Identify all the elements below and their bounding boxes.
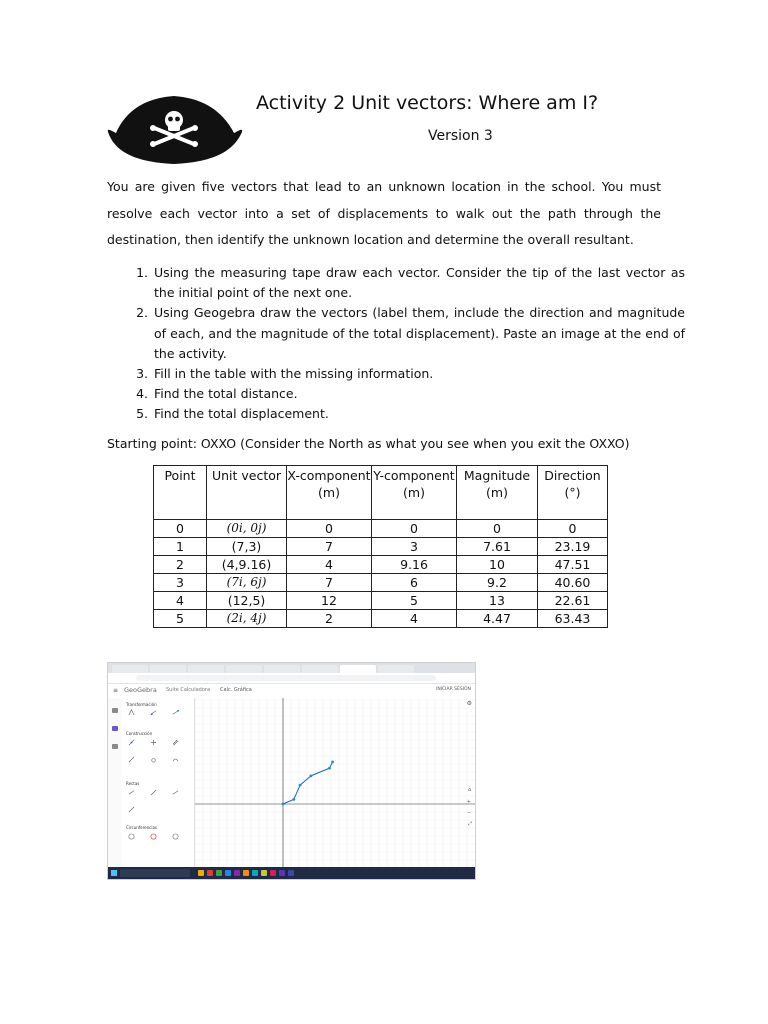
vector-table bbox=[153, 465, 608, 628]
taskbar-app-icon[interactable] bbox=[261, 870, 267, 876]
home-icon[interactable]: ⌂ bbox=[467, 787, 471, 793]
browser-url-bar[interactable] bbox=[108, 673, 475, 684]
line-tool-icon[interactable] bbox=[150, 789, 157, 796]
cell-direction: 0 bbox=[538, 520, 608, 538]
geogebra-tool-panel bbox=[122, 698, 195, 867]
cell-y: 0 bbox=[372, 520, 457, 538]
header-point: Point bbox=[154, 466, 207, 520]
starting-point: Starting point: OXXO (Consider the North as what you see when you exit the OXXO) bbox=[107, 436, 630, 451]
instruction-list bbox=[128, 263, 685, 425]
tool-section-heading: Rectas bbox=[126, 781, 140, 786]
zoom-out-icon[interactable]: − bbox=[466, 810, 471, 816]
taskbar-app-icon[interactable] bbox=[216, 870, 222, 876]
cell-unit-vector: (12,5) bbox=[207, 592, 287, 610]
mode-dropdown[interactable]: Calc. Gráfica bbox=[220, 687, 252, 693]
instruction-step: 5. Find the total displacement. bbox=[152, 404, 685, 424]
translate-tool-icon[interactable] bbox=[172, 709, 179, 716]
url-input[interactable] bbox=[136, 675, 436, 681]
cell-direction: 23.19 bbox=[538, 538, 608, 556]
geogebra-subtitle: Suite Calculadora bbox=[166, 687, 211, 693]
compass-tool-icon[interactable] bbox=[150, 833, 157, 840]
header-unit-vector: Unit vector bbox=[207, 466, 287, 520]
tool-section-heading: Transformación bbox=[126, 702, 157, 707]
taskbar-app-icon[interactable] bbox=[207, 870, 213, 876]
taskbar-app-icon[interactable] bbox=[243, 870, 249, 876]
taskbar-app-icon[interactable] bbox=[225, 870, 231, 876]
taskbar-app-icon[interactable] bbox=[234, 870, 240, 876]
browser-tab-bar bbox=[108, 663, 475, 673]
cell-magnitude: 9.2 bbox=[457, 574, 538, 592]
cell-direction: 63.43 bbox=[538, 610, 608, 628]
instruction-step: 2. Using Geogebra draw the vectors (label them, include the direction and magnitude of each, and the magnitude of the total displacement). Paste an image at the end of the activity. bbox=[152, 303, 685, 364]
page-title: Activity 2 Unit vectors: Where am I? bbox=[256, 92, 599, 114]
cell-magnitude: 13 bbox=[457, 592, 538, 610]
circle-three-points-icon[interactable] bbox=[172, 833, 179, 840]
cell-direction: 40.60 bbox=[538, 574, 608, 592]
cell-y: 9.16 bbox=[372, 556, 457, 574]
cell-y: 3 bbox=[372, 538, 457, 556]
cell-point: 5 bbox=[154, 610, 207, 628]
table-header-row bbox=[154, 466, 608, 520]
signin-button[interactable]: INICIAR SESIÓN bbox=[436, 687, 471, 692]
geogebra-left-nav bbox=[108, 698, 123, 867]
cell-magnitude: 10 bbox=[457, 556, 538, 574]
nav-table-icon[interactable] bbox=[112, 744, 118, 749]
cell-x: 7 bbox=[287, 538, 372, 556]
vector-tool-icon[interactable] bbox=[128, 806, 135, 813]
taskbar-app-icon[interactable] bbox=[198, 870, 204, 876]
cell-direction: 22.61 bbox=[538, 592, 608, 610]
windows-start-icon[interactable] bbox=[111, 870, 117, 876]
header-magnitude: Magnitude (m) bbox=[457, 466, 538, 520]
table-row bbox=[154, 520, 608, 538]
geogebra-header bbox=[108, 684, 475, 699]
cell-x: 0 bbox=[287, 520, 372, 538]
vector-segment bbox=[300, 776, 311, 785]
intro-paragraph: You are given five vectors that lead to an unknown location in the school. You must resolve each vector into a set of displacements to walk out the path through the destination, then identify the unknown location and determine the overall resultant. bbox=[107, 179, 661, 247]
cell-unit-vector: (4,9.16) bbox=[207, 556, 287, 574]
locus-tool-icon[interactable] bbox=[172, 756, 179, 763]
version-label: Version 3 bbox=[428, 128, 493, 144]
cell-unit-vector: (7i, 6j) bbox=[207, 574, 287, 592]
cell-point: 1 bbox=[154, 538, 207, 556]
circle-center-tool-icon[interactable] bbox=[128, 833, 135, 840]
browser-tab[interactable] bbox=[302, 665, 338, 673]
browser-tab[interactable] bbox=[112, 665, 148, 673]
instruction-step: 3. Fill in the table with the missing information. bbox=[152, 364, 685, 384]
ray-tool-icon[interactable] bbox=[172, 789, 179, 796]
table-row bbox=[154, 610, 608, 628]
cell-unit-vector: (2i, 4j) bbox=[207, 610, 287, 628]
cell-magnitude: 4.47 bbox=[457, 610, 538, 628]
graph-canvas[interactable] bbox=[195, 698, 475, 867]
perpendicular-tool-icon[interactable] bbox=[150, 739, 157, 746]
table-row bbox=[154, 538, 608, 556]
vector-point bbox=[282, 803, 285, 806]
browser-tab[interactable] bbox=[378, 665, 414, 673]
cell-direction: 47.51 bbox=[538, 556, 608, 574]
midpoint-tool-icon[interactable] bbox=[128, 739, 135, 746]
zoom-in-icon[interactable]: + bbox=[466, 799, 471, 805]
windows-taskbar bbox=[108, 867, 475, 879]
reflect-tool-icon[interactable] bbox=[128, 709, 135, 716]
instruction-step: 1. Using the measuring tape draw each vector. Consider the tip of the last vector as the initial point of the next one. bbox=[152, 263, 685, 303]
cell-y: 6 bbox=[372, 574, 457, 592]
header-y-component: Y-component (m) bbox=[372, 466, 457, 520]
vector-point bbox=[328, 767, 331, 770]
cell-point: 4 bbox=[154, 592, 207, 610]
tool-section-heading: Construcción bbox=[126, 731, 153, 736]
header-direction: Direction (°) bbox=[538, 466, 608, 520]
taskbar-app-icon[interactable] bbox=[288, 870, 294, 876]
cell-unit-vector: (7,3) bbox=[207, 538, 287, 556]
vector-point bbox=[310, 774, 313, 777]
vector-point bbox=[331, 761, 334, 764]
browser-tab-active[interactable] bbox=[340, 665, 376, 673]
nav-algebra-icon[interactable] bbox=[112, 708, 118, 713]
cell-point: 2 bbox=[154, 556, 207, 574]
geogebra-logo: GeoGebra bbox=[124, 686, 157, 694]
cell-x: 4 bbox=[287, 556, 372, 574]
parallel-tool-icon[interactable] bbox=[172, 739, 179, 746]
taskbar-search[interactable] bbox=[120, 869, 190, 877]
fullscreen-icon[interactable]: ⤢ bbox=[467, 821, 472, 827]
taskbar-app-icon[interactable] bbox=[252, 870, 258, 876]
geogebra-graph-view[interactable] bbox=[195, 698, 475, 867]
taskbar-app-icon[interactable] bbox=[270, 870, 276, 876]
cell-unit-vector: (0i, 0j) bbox=[207, 520, 287, 538]
table-row bbox=[154, 592, 608, 610]
table-row bbox=[154, 556, 608, 574]
taskbar-app-icon[interactable] bbox=[279, 870, 285, 876]
vector-point bbox=[292, 798, 295, 801]
cell-point: 3 bbox=[154, 574, 207, 592]
vector-segment bbox=[283, 799, 294, 804]
browser-tab[interactable] bbox=[188, 665, 224, 673]
cell-point: 0 bbox=[154, 520, 207, 538]
cell-y: 5 bbox=[372, 592, 457, 610]
cell-x: 12 bbox=[287, 592, 372, 610]
cell-magnitude: 0 bbox=[457, 520, 538, 538]
graph-settings-icon[interactable]: ⚙ bbox=[466, 700, 472, 707]
bisector-tool-icon[interactable] bbox=[128, 756, 135, 763]
browser-tab[interactable] bbox=[264, 665, 300, 673]
rotate-tool-icon[interactable] bbox=[150, 709, 157, 716]
geogebra-screenshot bbox=[107, 662, 476, 880]
table-row bbox=[154, 574, 608, 592]
header-x-component: X-component (m) bbox=[287, 466, 372, 520]
cell-x: 7 bbox=[287, 574, 372, 592]
menu-icon[interactable]: ≡ bbox=[113, 687, 119, 694]
instruction-step: 4. Find the total distance. bbox=[152, 384, 685, 404]
browser-tab[interactable] bbox=[150, 665, 186, 673]
cell-magnitude: 7.61 bbox=[457, 538, 538, 556]
tool-section-heading: Circunferencias bbox=[126, 825, 157, 830]
tangent-tool-icon[interactable] bbox=[150, 756, 157, 763]
cell-y: 4 bbox=[372, 610, 457, 628]
pirate-hat-skull-icon bbox=[106, 88, 244, 168]
browser-tab[interactable] bbox=[226, 665, 262, 673]
vector-point bbox=[299, 784, 302, 787]
nav-tools-icon[interactable] bbox=[112, 726, 118, 731]
segment-tool-icon[interactable] bbox=[128, 789, 135, 796]
cell-x: 2 bbox=[287, 610, 372, 628]
